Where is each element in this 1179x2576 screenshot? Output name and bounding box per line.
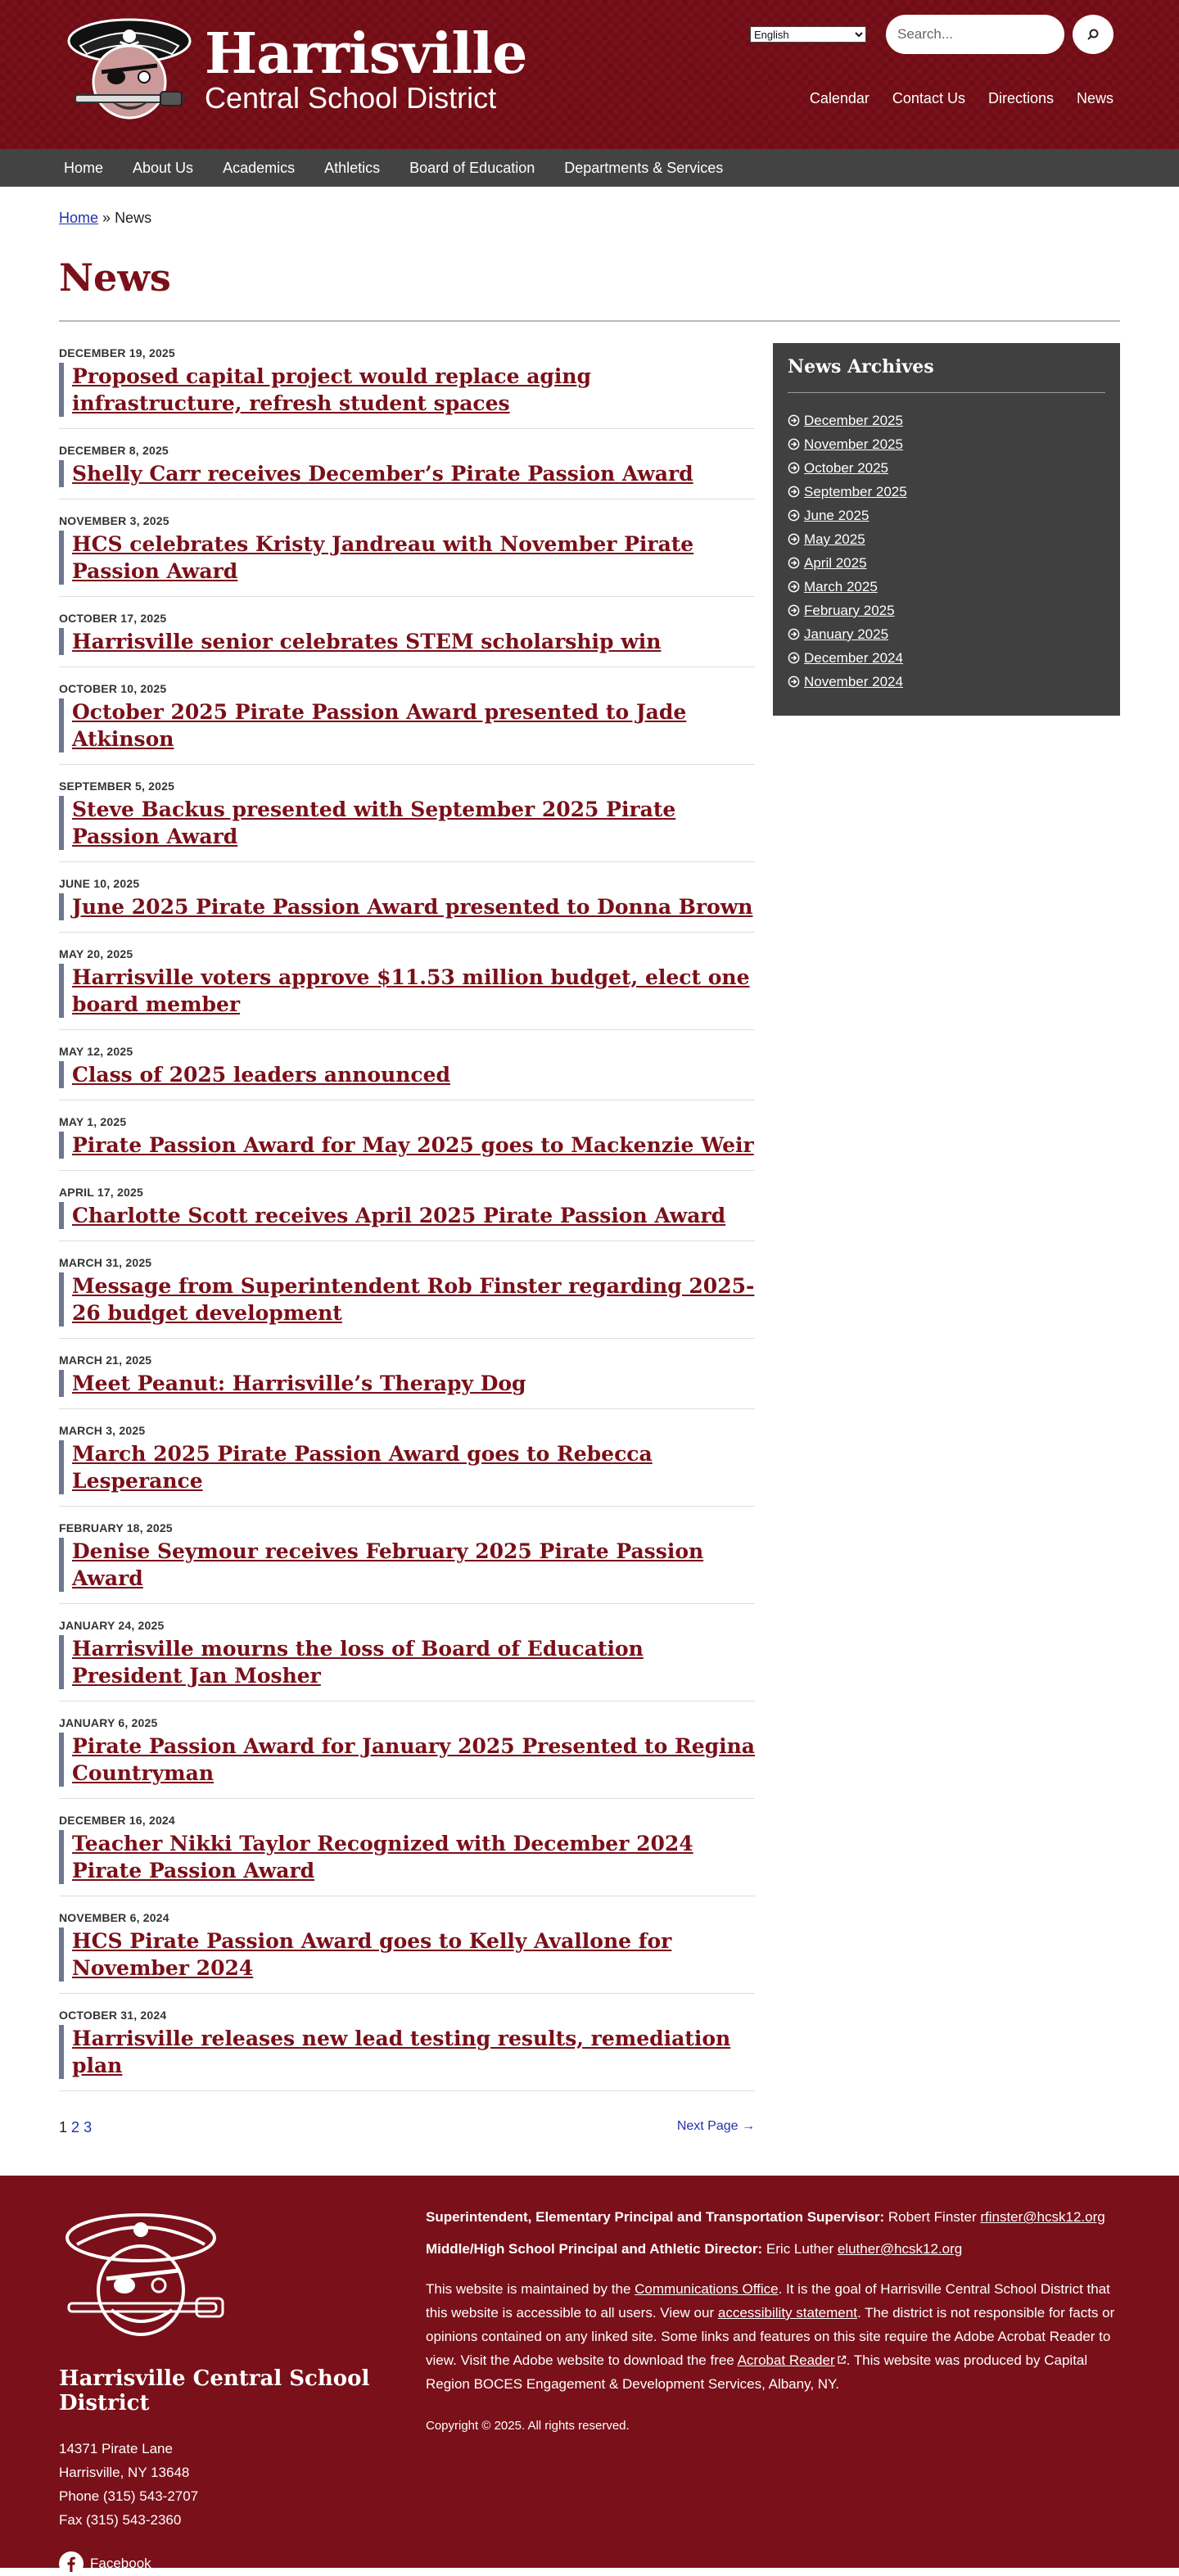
acrobat-reader-label: Acrobat Reader xyxy=(737,2352,835,2368)
news-date: JUNE 10, 2025 xyxy=(59,877,140,890)
address-street: 14371 Pirate Lane xyxy=(59,2441,173,2456)
disclaimer-text-2: . It is the goal of Harrisville Central School District that this website is accessible to all users. View our xyxy=(426,2281,1110,2321)
archive-item xyxy=(788,649,1105,667)
news-title-link[interactable]: Pirate Passion Award for May 2025 goes to Mackenzie Weir xyxy=(59,1132,755,1159)
archive-item xyxy=(788,506,1105,525)
address-phone: Phone (315) 543-2707 xyxy=(59,2488,199,2504)
news-title-link[interactable]: HCS Pirate Passion Award goes to Kelly Avallone for November 2024 xyxy=(59,1927,755,1982)
archive-item xyxy=(788,482,1105,501)
archive-month-link[interactable]: May 2025 xyxy=(804,531,865,547)
news-title-link[interactable]: Denise Seymour receives February 2025 Pirate Passion Award xyxy=(59,1538,755,1592)
pirate-outline-logo-icon xyxy=(59,2205,231,2344)
archive-item xyxy=(788,530,1105,549)
news-item xyxy=(59,343,755,429)
nav-departments-services[interactable]: Departments & Services xyxy=(564,159,724,176)
news-item xyxy=(59,2005,755,2091)
news-title-link[interactable]: Shelly Carr receives December’s Pirate Passion Award xyxy=(59,460,755,487)
news-title-link[interactable]: Teacher Nikki Taylor Recognized with December 2024 Pirate Passion Award xyxy=(59,1830,755,1884)
footer-address xyxy=(59,2437,426,2532)
search-button[interactable] xyxy=(1073,15,1114,54)
footer-district-name: Harrisville Central School District xyxy=(59,2366,370,2416)
archive-item xyxy=(788,577,1105,596)
news-link[interactable]: News xyxy=(1076,90,1114,106)
news-item xyxy=(59,679,755,765)
circle-arrow-right-icon xyxy=(788,509,800,522)
circle-arrow-right-icon xyxy=(788,628,800,640)
news-date: OCTOBER 31, 2024 xyxy=(59,2009,167,2022)
news-archives xyxy=(773,343,1120,716)
archive-month-link[interactable]: February 2025 xyxy=(804,603,895,618)
contact1-email-link[interactable]: rfinster@hcsk12.org xyxy=(980,2209,1105,2225)
news-title-link[interactable]: June 2025 Pirate Passion Award presented to Donna Brown xyxy=(59,893,755,920)
news-item xyxy=(59,1042,755,1100)
archive-month-link[interactable]: March 2025 xyxy=(804,579,878,594)
site-header xyxy=(0,0,1179,149)
news-date: MARCH 3, 2025 xyxy=(59,1424,146,1437)
contact2-name: Eric Luther xyxy=(766,2241,834,2257)
circle-arrow-right-icon xyxy=(788,557,800,569)
circle-arrow-right-icon xyxy=(788,486,800,498)
main-content xyxy=(0,210,1179,2136)
circle-arrow-right-icon xyxy=(788,533,800,545)
search-input[interactable] xyxy=(886,15,1064,54)
contact-principal xyxy=(426,2237,1120,2261)
next-page-link[interactable] xyxy=(677,2119,755,2136)
circle-arrow-right-icon xyxy=(788,604,800,617)
news-date: NOVEMBER 3, 2025 xyxy=(59,514,169,527)
pirate-logo-icon xyxy=(64,11,195,128)
disclaimer-text-1: This website is maintained by the xyxy=(426,2281,631,2297)
page-3-link[interactable]: 3 xyxy=(84,2119,93,2135)
next-page-label: Next Page xyxy=(676,2119,739,2133)
copyright: Copyright © 2025. All rights reserved. xyxy=(426,2419,630,2433)
district-name-line1: Harrisville xyxy=(205,21,527,87)
archive-month-link[interactable]: January 2025 xyxy=(804,626,889,642)
communications-office-link[interactable]: Communications Office xyxy=(635,2281,779,2297)
contact-us-link[interactable]: Contact Us xyxy=(892,90,965,106)
circle-arrow-right-icon xyxy=(788,462,800,474)
news-item xyxy=(59,1616,755,1702)
news-date: SEPTEMBER 5, 2025 xyxy=(59,780,175,793)
acrobat-reader-link[interactable] xyxy=(738,2352,847,2368)
news-title-link[interactable]: Class of 2025 leaders announced xyxy=(59,1061,755,1088)
archive-item xyxy=(788,672,1105,691)
contact2-email-link[interactable]: eluther@hcsk12.org xyxy=(837,2241,963,2257)
news-title-link[interactable]: Harrisville releases new lead testing results, remediation plan xyxy=(59,2025,755,2079)
contact1-name: Robert Finster xyxy=(888,2209,977,2225)
news-title-link[interactable]: Pirate Passion Award for January 2025 Presented to Regina Countryman xyxy=(59,1733,755,1787)
nav-board-of-education[interactable]: Board of Education xyxy=(409,159,535,176)
news-date: OCTOBER 17, 2025 xyxy=(59,612,167,625)
archive-item xyxy=(788,625,1105,644)
facebook-link[interactable]: Facebook xyxy=(90,2556,151,2571)
circle-arrow-right-icon xyxy=(788,652,800,664)
archives-title: News Archives xyxy=(788,356,1105,393)
news-item xyxy=(59,1253,755,1339)
archive-item xyxy=(788,435,1105,454)
page-title: News xyxy=(59,255,171,300)
news-title-link[interactable]: Charlotte Scott receives April 2025 Pirate Passion Award xyxy=(59,1202,755,1229)
archive-month-link[interactable]: December 2025 xyxy=(804,413,903,428)
utility-links xyxy=(810,90,1114,107)
news-date: MAY 1, 2025 xyxy=(59,1115,127,1128)
news-date: OCTOBER 10, 2025 xyxy=(59,682,167,695)
next-arrow-icon: → xyxy=(742,2119,755,2133)
news-date: APRIL 17, 2025 xyxy=(59,1186,143,1199)
news-date: DECEMBER 19, 2025 xyxy=(59,346,175,359)
archive-item xyxy=(788,554,1105,572)
accessibility-statement-link[interactable]: accessibility statement xyxy=(717,2305,857,2321)
news-item xyxy=(59,608,755,667)
archive-item xyxy=(788,411,1105,430)
disclaimer-text-3: . The district is not responsible for facts or opinions contained on any linked site. Some links and features on this site require the Adobe Acrobat Reader to view. Visit the Adobe website to download the free xyxy=(426,2305,1115,2368)
page-2-link[interactable]: 2 xyxy=(71,2119,80,2135)
calendar-link[interactable]: Calendar xyxy=(809,90,870,106)
news-title-link[interactable]: March 2025 Pirate Passion Award goes to Rebecca Lesperance xyxy=(59,1440,755,1494)
news-item xyxy=(59,1421,755,1507)
news-item xyxy=(59,874,755,933)
external-link-icon xyxy=(837,2355,847,2365)
news-title-link[interactable]: HCS celebrates Kristy Jandreau with November Pirate Passion Award xyxy=(59,531,755,585)
news-title-link[interactable]: Harrisville voters approve $11.53 million budget, elect one board member xyxy=(59,964,755,1018)
nav-home[interactable]: Home xyxy=(64,159,104,176)
page-current: 1 xyxy=(59,2119,68,2135)
district-name-line2: Central School District xyxy=(205,81,497,115)
circle-arrow-right-icon xyxy=(788,438,800,450)
news-title-link[interactable]: Steve Backus presented with September 2025 Pirate Passion Award xyxy=(59,796,755,850)
breadcrumb-separator: » xyxy=(102,210,111,226)
archive-month-link[interactable]: September 2025 xyxy=(804,484,907,499)
news-date: FEBRUARY 18, 2025 xyxy=(59,1521,173,1534)
accessibility-disclaimer xyxy=(426,2277,1120,2396)
address-fax: Fax (315) 543-2360 xyxy=(59,2512,182,2528)
news-list xyxy=(59,343,755,2103)
disclaimer-text-4: . This website was produced by Capital Region BOCES Engagement & Development Services, Albany, NY. xyxy=(426,2352,1088,2392)
archives-list xyxy=(788,411,1105,691)
nav-about-us[interactable]: About Us xyxy=(133,159,194,176)
facebook-row xyxy=(59,2551,426,2576)
breadcrumb-current: News xyxy=(115,210,152,226)
breadcrumb-home-link[interactable]: Home xyxy=(59,210,99,226)
circle-arrow-right-icon xyxy=(788,581,800,593)
archive-item xyxy=(788,459,1105,477)
search-icon xyxy=(1086,28,1100,41)
facebook-icon[interactable] xyxy=(59,2551,84,2576)
news-date: NOVEMBER 6, 2024 xyxy=(59,1911,169,1924)
news-item xyxy=(59,1810,755,1896)
archive-month-link[interactable]: November 2025 xyxy=(804,436,903,452)
news-item xyxy=(59,1908,755,1994)
archive-item xyxy=(788,601,1105,620)
news-title-link[interactable]: October 2025 Pirate Passion Award presented to Jade Atkinson xyxy=(59,698,755,752)
directions-link[interactable]: Directions xyxy=(987,90,1054,106)
news-item xyxy=(59,1350,755,1409)
news-date: DECEMBER 8, 2025 xyxy=(59,444,169,457)
news-item xyxy=(59,1518,755,1604)
site-footer xyxy=(0,2176,1179,2571)
nav-athletics[interactable]: Athletics xyxy=(324,159,381,176)
contact1-role: Superintendent, Elementary Principal and Transportation Supervisor: xyxy=(426,2209,885,2225)
main-nav xyxy=(0,149,1179,187)
news-item xyxy=(59,944,755,1030)
news-date: MARCH 31, 2025 xyxy=(59,1256,152,1269)
pagination xyxy=(59,2119,755,2136)
archive-month-link[interactable]: December 2024 xyxy=(804,650,903,666)
news-item xyxy=(59,1182,755,1241)
news-date: MARCH 21, 2025 xyxy=(59,1354,152,1367)
news-title-link[interactable]: Harrisville mourns the loss of Board of Education President Jan Mosher xyxy=(59,1635,755,1689)
news-date: DECEMBER 16, 2024 xyxy=(59,1814,175,1827)
contact-superintendent xyxy=(426,2205,1120,2229)
district-logo-link[interactable] xyxy=(64,11,526,128)
language-select[interactable] xyxy=(750,26,866,43)
archive-month-link[interactable]: June 2025 xyxy=(804,508,870,523)
circle-arrow-right-icon xyxy=(788,676,800,688)
circle-arrow-right-icon xyxy=(788,414,800,427)
contact2-role: Middle/High School Principal and Athletic Director: xyxy=(426,2241,763,2257)
archive-month-link[interactable]: November 2024 xyxy=(804,674,903,689)
news-date: MAY 20, 2025 xyxy=(59,947,133,960)
news-item xyxy=(59,776,755,862)
address-city: Harrisville, NY 13648 xyxy=(59,2465,190,2480)
title-divider xyxy=(59,320,1120,322)
archive-month-link[interactable]: October 2025 xyxy=(804,460,889,476)
breadcrumb xyxy=(59,210,1120,227)
news-title-link[interactable]: Proposed capital project would replace aging infrastructure, refresh student spaces xyxy=(59,363,755,417)
news-title-link[interactable]: Meet Peanut: Harrisville’s Therapy Dog xyxy=(59,1370,755,1397)
news-item xyxy=(59,511,755,597)
news-title-link[interactable]: Harrisville senior celebrates STEM scholarship win xyxy=(59,628,755,655)
archive-month-link[interactable]: April 2025 xyxy=(804,555,867,571)
news-title-link[interactable]: Message from Superintendent Rob Finster regarding 2025-26 budget development xyxy=(59,1272,755,1326)
news-date: JANUARY 6, 2025 xyxy=(59,1716,158,1729)
nav-academics[interactable]: Academics xyxy=(223,159,296,176)
news-item xyxy=(59,1112,755,1171)
news-date: MAY 12, 2025 xyxy=(59,1045,133,1058)
news-item xyxy=(59,1713,755,1799)
news-item xyxy=(59,441,755,499)
news-date: JANUARY 24, 2025 xyxy=(59,1619,165,1632)
